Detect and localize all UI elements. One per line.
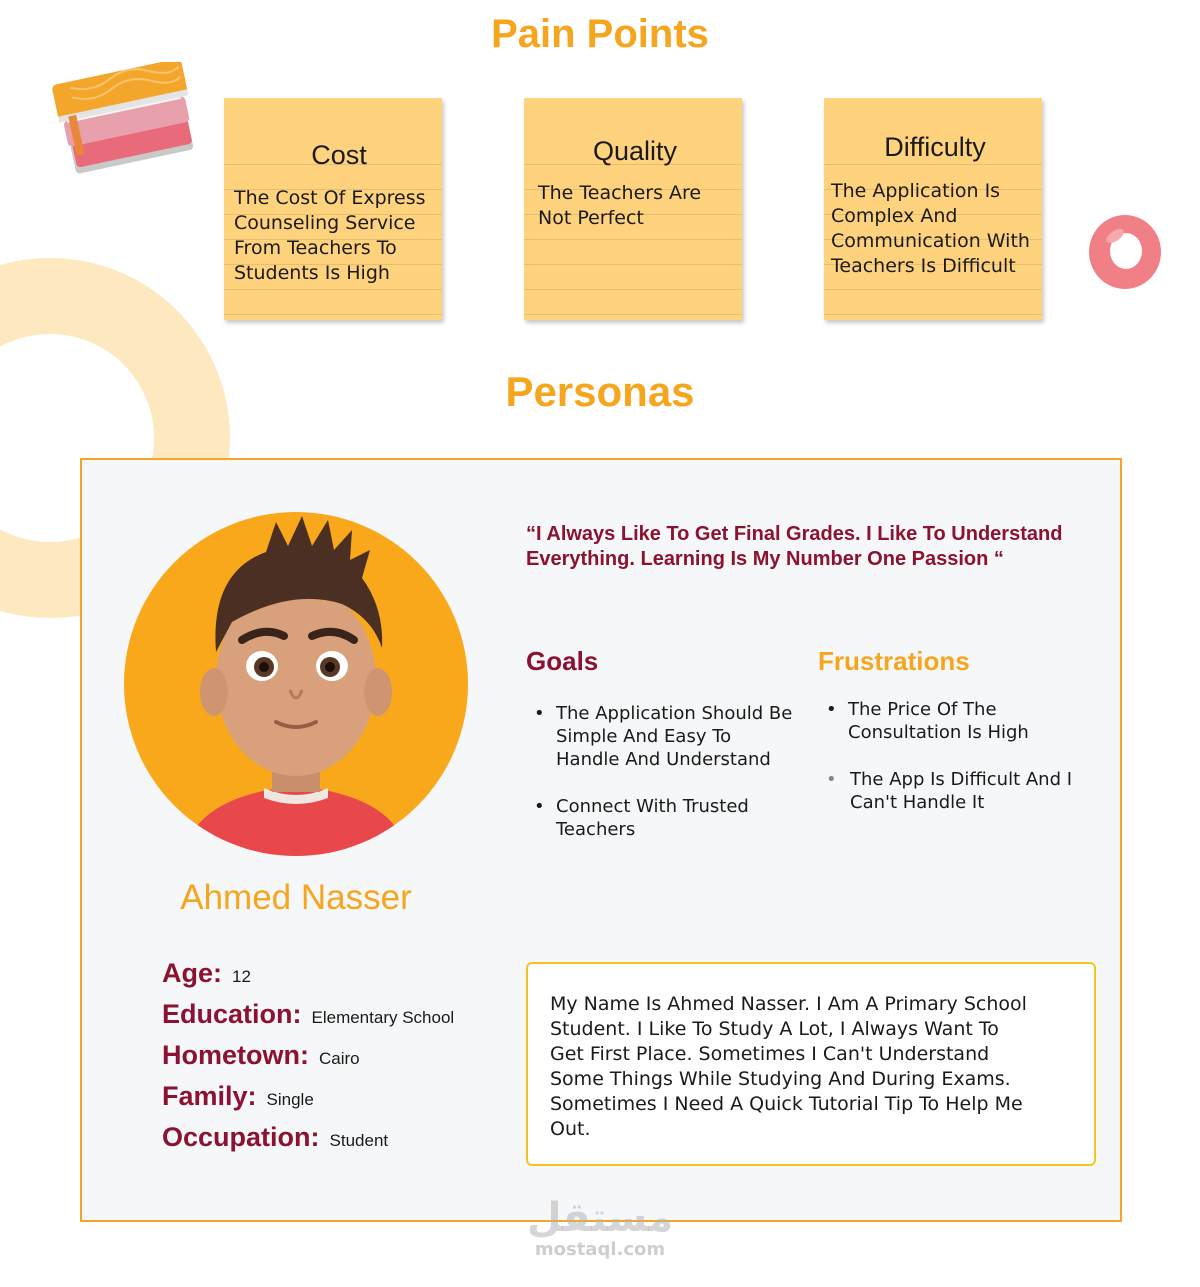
bio-text: My Name Is Ahmed Nasser. I Am A Primary School Student. I Like To Study A Lot, I Always Want To Get First Place. Sometimes I Can't Understand Some Things While Studying And During Exams. Sometimes I Need A Quick Tutorial Tip To Help Me Out. (550, 993, 1027, 1140)
note-body (831, 179, 1041, 279)
info-label: Education: (162, 999, 302, 1029)
info-row-education (162, 999, 454, 1040)
note-line: Counseling Service (234, 212, 416, 234)
note-line: Not Perfect (538, 207, 644, 229)
quote-line: Everything. Learning Is My Number One Passion “ (526, 548, 1004, 570)
persona-info (162, 958, 454, 1163)
info-value: Student (329, 1131, 389, 1150)
quote-line: “I Always Like To Get Final Grades. I Like To Understand (526, 523, 1063, 545)
note-line: From Teachers To (234, 237, 397, 259)
note-line: The Teachers Are (538, 182, 702, 204)
note-line: Complex And (831, 205, 958, 227)
note-line: The Cost Of Express (234, 187, 426, 209)
note-body (234, 186, 444, 286)
frustrations-list (822, 698, 1092, 838)
avatar-icon (124, 512, 468, 856)
pain-note-difficulty (824, 98, 1042, 320)
note-title: Difficulty (884, 132, 986, 162)
persona-name: Ahmed Nasser (180, 878, 412, 917)
note-line: Communication With (831, 230, 1030, 252)
list-item: • The App Is Difficult And I Can't Handle It (822, 768, 1092, 814)
info-label: Age: (162, 958, 222, 988)
list-item: • The Application Should Be Simple And Easy To Handle And Understand (530, 702, 810, 771)
watermark (500, 1196, 700, 1260)
info-label: Hometown: (162, 1040, 309, 1070)
info-label: Occupation: (162, 1122, 320, 1152)
info-row-family (162, 1081, 454, 1122)
personas-title: Personas (505, 368, 695, 415)
pain-points-title: Pain Points (491, 12, 709, 56)
info-value: Single (266, 1090, 314, 1109)
info-value: Elementary School (311, 1008, 455, 1027)
persona-quote (526, 522, 1096, 572)
watermark-url: mostaql.com (534, 1239, 666, 1260)
note-line: Teachers Is Difficult (831, 255, 1016, 277)
note-title: Quality (592, 136, 678, 166)
info-row-occupation (162, 1122, 454, 1163)
frustrations-title: Frustrations (818, 646, 970, 676)
pain-note-quality (524, 98, 742, 320)
pain-note-cost (224, 98, 442, 320)
info-value: Cairo (318, 1049, 360, 1068)
list-item: • Connect With Trusted Teachers (530, 795, 810, 841)
note-line: The Application Is (831, 180, 1001, 202)
info-row-age (162, 958, 454, 999)
watermark-logo: مستقل (526, 1195, 674, 1241)
note-body (538, 181, 748, 231)
goals-list (530, 702, 810, 865)
note-title: Cost (311, 140, 367, 170)
books-icon (50, 62, 210, 194)
donut-icon (1085, 212, 1165, 292)
info-label: Family: (162, 1081, 257, 1111)
persona-card (80, 458, 1122, 1222)
info-row-hometown (162, 1040, 454, 1081)
note-line: Students Is High (234, 262, 390, 284)
list-item: • The Price Of The Consultation Is High (822, 698, 1092, 744)
goals-title: Goals (526, 646, 599, 676)
info-value: 12 (232, 967, 251, 986)
persona-bio (526, 962, 1096, 1166)
